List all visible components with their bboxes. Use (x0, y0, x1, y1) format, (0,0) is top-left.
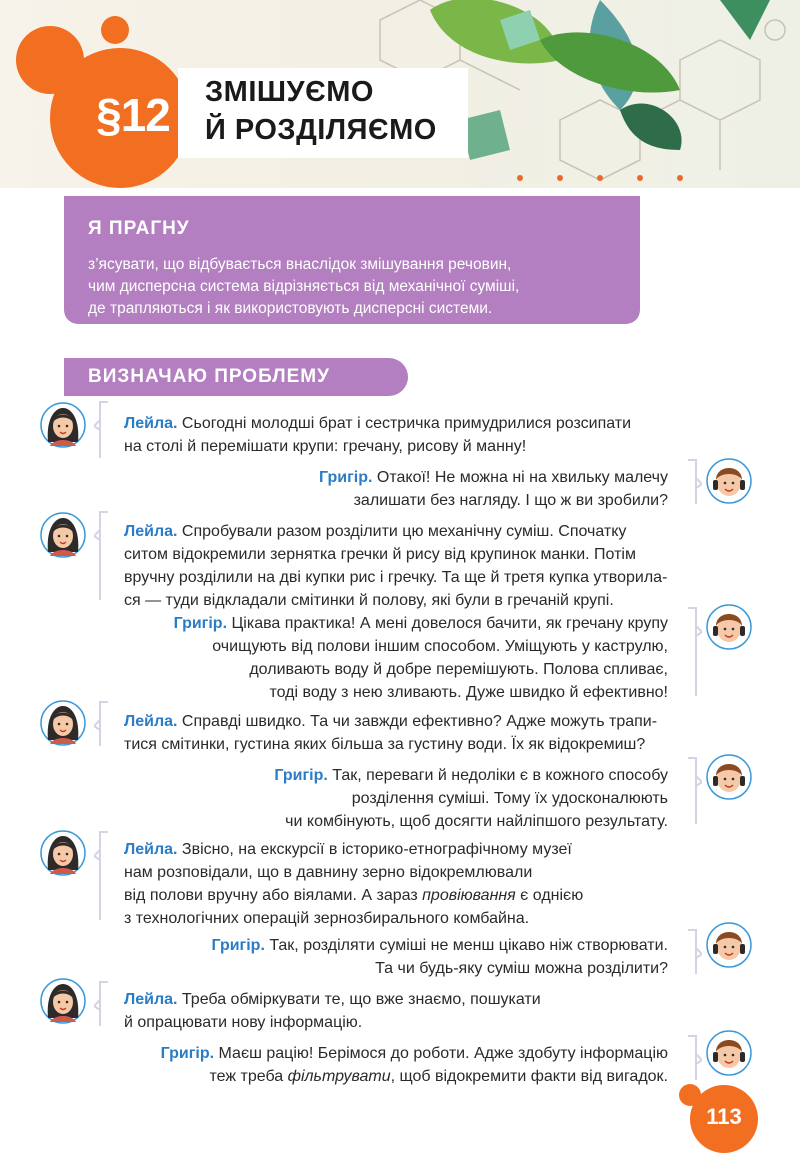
emphasis-term: фільтрувати (287, 1068, 391, 1085)
speech-bracket (94, 830, 110, 924)
speaker-name: Григір. (160, 1045, 215, 1062)
speaker-name: Лейла. (124, 841, 178, 858)
line-text: Сьогодні молодші брат і сестричка примудрилися розсипати (181, 415, 632, 432)
dialogue-line: й опрацювати нову інформацію. (124, 1014, 363, 1031)
dialogue-line: вручну розділили на дві купки рис і гречку. Та ще й третя купка утворила- (124, 569, 668, 586)
line-text: Цікава практика! А мені довелося бачити, як гречану крупу (231, 615, 668, 632)
section-title: ВИЗНАЧАЮ ПРОБЛЕМУ (88, 366, 330, 387)
dialogue-line: ся — туди відкладали смітинки й полову, які були в гречаній крупі. (124, 592, 614, 609)
leila-avatar-icon (40, 402, 86, 448)
leila-avatar-icon (40, 512, 86, 558)
speaker-name: Лейла. (124, 713, 178, 730)
dialogue-line: тися смітинки, густина яких більша за густину води. Їх як відокремиш? (124, 736, 646, 753)
leila-avatar-icon (40, 978, 86, 1024)
aim-line: з’ясувати, що відбувається внаслідок змішування речовин, (88, 256, 512, 273)
speaker-name: Лейла. (124, 991, 178, 1008)
dialogue-line (274, 764, 668, 787)
line-text: Справді швидко. Та чи завжди ефективно? Адже можуть трапи- (181, 713, 658, 730)
dialogue-line: на столі й перемішати крупи: гречану, рисову й манну! (124, 438, 527, 455)
line-text: є однією (515, 887, 584, 904)
leila-avatar-icon (40, 830, 86, 876)
dialogue-line: нам розповідали, що в давнину зерно відокремлювали (124, 864, 533, 881)
emphasis-term: провіювання (422, 887, 516, 904)
line-text: Треба обміркувати те, що вже знаємо, пошукати (181, 991, 541, 1008)
page-title-line-2: Й РОЗДІЛЯЄМО (205, 114, 437, 146)
page-title-line-1: ЗМІШУЄМО (205, 76, 374, 108)
dialogue-line: чи комбінують, щоб досягти найліпшого результату. (285, 813, 668, 830)
paragraph-number: §12 (96, 89, 170, 141)
speech-bracket (94, 980, 110, 1030)
dialogue-line: ситом відокремили зернятка гречки й рису від крупинок манки. Потім (124, 546, 636, 563)
aim-line: де трапляються і як використовують дисперсні системи. (88, 300, 493, 317)
dialogue-line: тоді воду з нею зливають. Дуже швидко й ефективно! (269, 684, 668, 701)
dialogue-line (211, 934, 668, 957)
dialogue-line: очищують від полови іншим способом. Уміщують у каструлю, (212, 638, 668, 655)
aim-title: Я ПРАГНУ (88, 218, 190, 239)
page-number: 113 (706, 1104, 742, 1129)
dialogue-line: доливають воду й добре перемішують. Полова спливає, (249, 661, 668, 678)
speaker-name: Григір. (211, 937, 265, 954)
line-text: від полови вручну або віялами. А зараз (124, 887, 418, 904)
speech-bracket (686, 606, 702, 700)
dialogue-line: Та чи будь-яку суміш можна розділити? (375, 960, 668, 977)
dialogue-line (124, 412, 631, 435)
line-text: Так, розділяти суміші не менш цікаво ніж створювати. (269, 937, 668, 954)
grygir-avatar-icon (706, 458, 752, 504)
grygir-avatar-icon (706, 1030, 752, 1076)
speaker-name: Григір. (173, 615, 228, 632)
grygir-avatar-icon (706, 922, 752, 968)
dialogue-line (174, 612, 668, 635)
speaker-name: Лейла. (124, 415, 178, 432)
speaker-name: Григір. (319, 469, 373, 486)
speech-bracket (94, 400, 110, 462)
dialogue-line (124, 884, 583, 907)
dialogue-line (209, 1065, 668, 1088)
dialogue-line: з технологічних операцій зернозбирального комбайна. (124, 910, 530, 927)
line-text: , щоб відокремити факти від вигадок. (390, 1068, 668, 1085)
line-text: Отакої! Не можна ні на хвильку малечу (376, 469, 668, 486)
line-text: Маєш рацію! Берімося до роботи. Адже здобуту інформацію (218, 1045, 668, 1062)
speech-bracket (94, 510, 110, 604)
speech-bracket (686, 458, 702, 508)
aim-text (88, 254, 628, 320)
aim-line: чим дисперсна система відрізняється від механічної суміші, (88, 278, 520, 295)
speech-bracket (686, 928, 702, 978)
speech-bracket (94, 700, 110, 750)
line-text: Так, переваги й недоліки є в кожного способу (332, 767, 668, 784)
dialogue-line: залишати без нагляду. І що ж ви зробили? (353, 492, 668, 509)
dialogue-line: розділення суміші. Тому їх удосконалюють (351, 790, 668, 807)
dialogue-line (124, 520, 626, 543)
dialogue-line (124, 838, 572, 861)
line-text: теж треба (209, 1068, 284, 1085)
speech-bracket (686, 756, 702, 828)
dialogue-line (161, 1042, 668, 1065)
dialogue-line (124, 710, 657, 733)
grygir-avatar-icon (706, 754, 752, 800)
dialogue-line (319, 466, 668, 489)
line-text: Спробували разом розділити цю механічну суміш. Спочатку (181, 523, 627, 540)
aim-box (64, 196, 640, 324)
dialogue-line (124, 988, 541, 1011)
speaker-name: Лейла. (124, 523, 178, 540)
speaker-name: Григір. (274, 767, 328, 784)
grygir-avatar-icon (706, 604, 752, 650)
leila-avatar-icon (40, 700, 86, 746)
line-text: Звісно, на екскурсії в історико-етнографічному музеї (181, 841, 572, 858)
